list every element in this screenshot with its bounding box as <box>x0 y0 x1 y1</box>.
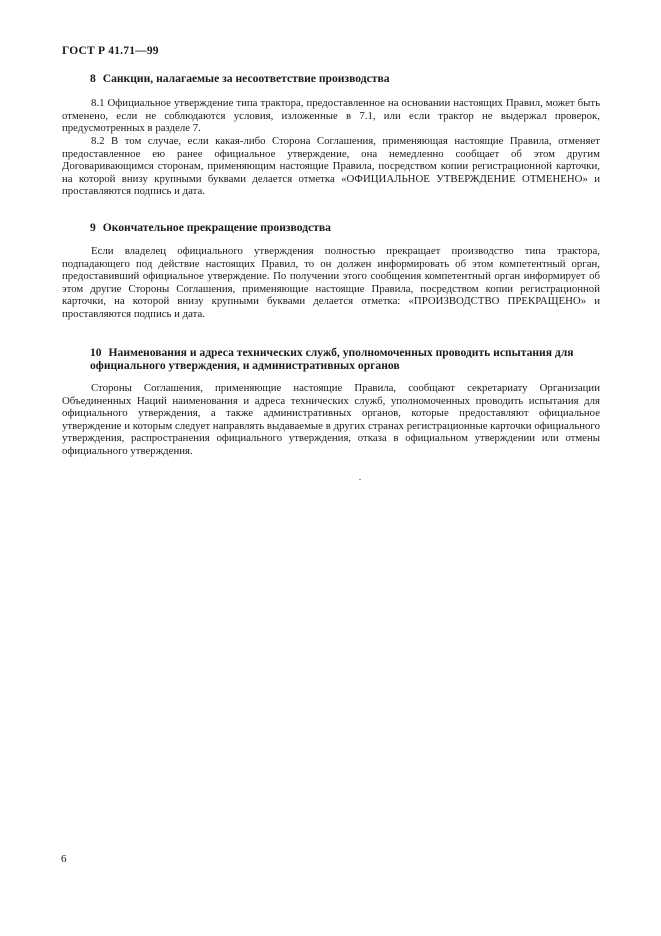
section-8-title-text: Санкции, налагаемые за несоответствие производства <box>102 72 390 85</box>
section-10-number: 10 <box>90 346 102 359</box>
paragraph-8-2: 8.2 В том случае, если какая-либо Сторона Соглашения, применяющая настоящие Правила, отменяет предоставленное ею ранее официальное утверждение, она немедленно сообщает об этом другим Договаривающимся сторонам, применяющим настоящие Правила, посредством копии регистрационной карточки, на которой внизу крупными буквами делается отметка «ОФИЦИАЛЬНОЕ УТВЕРЖДЕНИЕ ОТМЕНЕНО» и проставляются подпись и дата. <box>62 135 600 198</box>
page-number: 6 <box>61 853 67 865</box>
paragraph-10: Стороны Соглашения, применяющие настоящие Правила, сообщают секретариату Организации Объединенных Наций наименования и адреса технических служб, уполномоченных проводить испытания для официального утверждения, а также административных органов, которые предоставляют официальное утверждение и которым следует направлять выдаваемые в других странах регистрационные карточки официального утверждения, распространения официального утверждения, отказа в официальном утверждении или отмены официального утверждения. <box>62 382 600 457</box>
section-9-number: 9 <box>90 221 96 234</box>
section-10-title-text: Наименования и адреса технических служб, уполномоченных проводить испытания для официального утверждения, и административных органов <box>90 346 574 372</box>
section-8-number: 8 <box>90 72 96 85</box>
section-10-title <box>62 346 630 372</box>
paragraph-9: Если владелец официального утверждения полностью прекращает производство типа трактора, подпадающего под действие настоящих Правил, то он должен информировать об этом компетентный орган, предоставивший официальное утверждение. По получении этого сообщения компетентный орган информирует об этом другие Стороны Соглашения, применяющие настоящие Правила, посредством копии регистрационной карточки, на которой внизу крупными буквами делается отметка: «ПРОИЗВОДСТВО ПРЕКРАЩЕНО» и проставляются подпись и дата. <box>62 245 600 320</box>
scan-speck <box>359 479 361 480</box>
section-9-title-text: Окончательное прекращение производства <box>102 221 331 234</box>
document-code: ГОСТ Р 41.71—99 <box>62 45 159 57</box>
section-9-title <box>62 221 630 234</box>
section-8-title <box>62 72 630 85</box>
paragraph-8-1: 8.1 Официальное утверждение типа трактора, предоставленное на основании настоящих Правил, может быть отменено, если не соблюдаются условия, изложенные в 7.1, или если трактор не выдержал проверок, предусмотренных в разделе 7. <box>62 97 600 135</box>
